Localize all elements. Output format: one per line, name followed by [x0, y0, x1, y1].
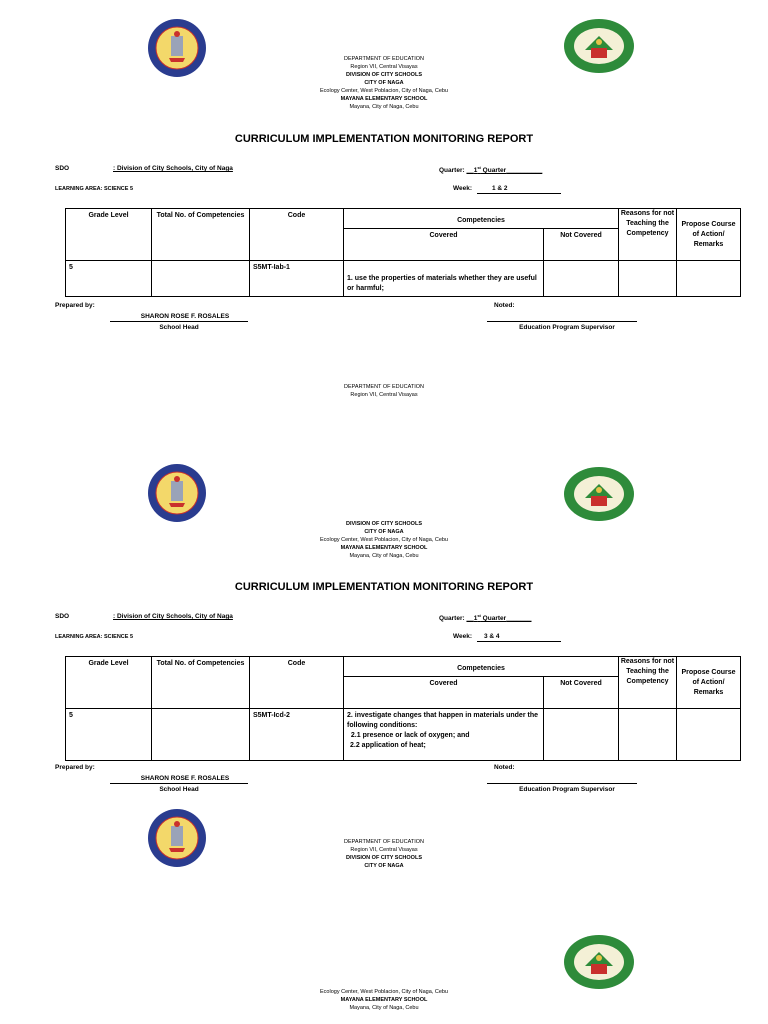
th-grade-level: Grade Level	[66, 657, 152, 709]
letterhead-1	[234, 55, 534, 111]
division-name: DIVISION OF CITY SCHOOLS	[346, 72, 422, 78]
prepared-by-label: Prepared by:	[55, 764, 95, 771]
page-footer-1	[234, 383, 534, 399]
school-name: MAYANA ELEMENTARY SCHOOL	[340, 545, 428, 551]
sdo-value: : Division of City Schools, City of Naga	[113, 165, 233, 172]
cell-code: S5MT-Iab-1	[250, 261, 344, 297]
letterhead-3	[234, 838, 534, 870]
division-name: DIVISION OF CITY SCHOOLS	[346, 855, 422, 861]
learning-area: LEARNING AREA: SCIENCE 5	[55, 634, 134, 640]
cell-reasons	[619, 261, 677, 297]
cell-not-covered	[544, 709, 619, 761]
th-code: Code	[250, 209, 344, 261]
signatory-title: School Head	[159, 786, 199, 793]
city-name: CITY OF NAGA	[364, 529, 404, 535]
address: Ecology Center, West Poblacion, City of Naga, Cebu	[320, 989, 448, 995]
dept-name: DEPARTMENT OF EDUCATION	[344, 384, 424, 390]
th-covered: Covered	[344, 677, 544, 709]
week-field: Week:	[453, 633, 473, 640]
th-total: Total No. of Competencies	[152, 657, 250, 709]
cell-grade: 5	[66, 709, 152, 761]
city-name: CITY OF NAGA	[364, 80, 404, 86]
th-reasons: Reasons for not Teaching the Competency	[619, 657, 677, 709]
cell-grade: 5	[66, 261, 152, 297]
th-propose: Propose Course of Action/ Remarks	[677, 657, 741, 709]
address: Ecology Center, West Poblacion, City of Naga, Cebu	[320, 537, 448, 543]
th-propose: Propose Course of Action/ Remarks	[677, 209, 741, 261]
noted-label: Noted:	[494, 302, 515, 309]
signatory-name: SHARON ROSE F. ROSALES	[140, 313, 230, 320]
quarter-field: Quarter: __1st Quarter__________	[439, 165, 543, 175]
address: Ecology Center, West Poblacion, City of Naga, Cebu	[320, 88, 448, 94]
report-table-1	[65, 208, 741, 297]
cell-covered	[344, 709, 544, 761]
sdo-label: SDO	[55, 165, 70, 172]
cell-code: S5MT-Icd-2	[250, 709, 344, 761]
learning-area: LEARNING AREA: SCIENCE 5	[55, 186, 134, 192]
naga-seal	[563, 18, 635, 79]
report-title: CURRICULUM IMPLEMENTATION MONITORING REPORT	[234, 581, 534, 593]
signatory-name: SHARON ROSE F. ROSALES	[140, 775, 230, 782]
cell-total	[152, 261, 250, 297]
supervisor-title: Education Program Supervisor	[519, 786, 615, 793]
school-address: Mayana, City of Naga, Cebu	[349, 1005, 419, 1011]
region: Region VII, Central Visayas	[350, 847, 418, 853]
naga-seal	[563, 466, 635, 527]
region: Region VII, Central Visayas	[350, 64, 418, 70]
week-value: 3 & 4	[484, 633, 500, 640]
supervisor-title: Education Program Supervisor	[519, 324, 615, 331]
th-total: Total No. of Competencies	[152, 209, 250, 261]
th-not-covered: Not Covered	[544, 229, 619, 261]
sdo-label: SDO	[55, 613, 70, 620]
cell-covered: 1. use the properties of materials whether they are useful or harmful;	[344, 261, 544, 297]
deped-seal	[147, 463, 207, 528]
report-title: CURRICULUM IMPLEMENTATION MONITORING REPORT	[234, 133, 534, 145]
deped-seal	[147, 808, 207, 873]
letterhead-2	[234, 520, 534, 560]
week-field: Week:	[453, 185, 473, 192]
division-name: DIVISION OF CITY SCHOOLS	[346, 521, 422, 527]
th-competencies: Competencies	[344, 657, 619, 677]
prepared-by-label: Prepared by:	[55, 302, 95, 309]
th-reasons: Reasons for not Teaching the Competency	[619, 209, 677, 261]
deped-seal	[147, 18, 207, 83]
th-not-covered: Not Covered	[544, 677, 619, 709]
noted-label: Noted:	[494, 764, 515, 771]
covered-line-2: 2.1 presence or lack of oxygen; and	[347, 732, 470, 739]
covered-line-3: 2.2 application of heat;	[350, 742, 426, 749]
dept-name: DEPARTMENT OF EDUCATION	[344, 56, 424, 62]
school-address: Mayana, City of Naga, Cebu	[349, 104, 419, 110]
quarter-field: Quarter: __1st Quarter_______	[439, 613, 532, 623]
cell-total	[152, 709, 250, 761]
cell-not-covered	[544, 261, 619, 297]
school-name: MAYANA ELEMENTARY SCHOOL	[340, 997, 428, 1003]
th-code: Code	[250, 657, 344, 709]
letterhead-4	[234, 988, 534, 1012]
covered-line-1: 2. investigate changes that happen in materials under the following conditions:	[347, 712, 538, 729]
cell-reasons	[619, 709, 677, 761]
school-address: Mayana, City of Naga, Cebu	[349, 553, 419, 559]
dept-name: DEPARTMENT OF EDUCATION	[344, 839, 424, 845]
region: Region VII, Central Visayas	[350, 392, 418, 398]
th-competencies: Competencies	[344, 209, 619, 229]
naga-seal	[563, 934, 635, 995]
week-value: 1 & 2	[492, 185, 508, 192]
signatory-title: School Head	[159, 324, 199, 331]
city-name: CITY OF NAGA	[364, 863, 404, 869]
th-grade-level: Grade Level	[66, 209, 152, 261]
school-name: MAYANA ELEMENTARY SCHOOL	[340, 96, 428, 102]
cell-propose	[677, 261, 741, 297]
sdo-value: : Division of City Schools, City of Naga	[113, 613, 233, 620]
cell-propose	[677, 709, 741, 761]
report-table-2	[65, 656, 741, 761]
th-covered: Covered	[344, 229, 544, 261]
